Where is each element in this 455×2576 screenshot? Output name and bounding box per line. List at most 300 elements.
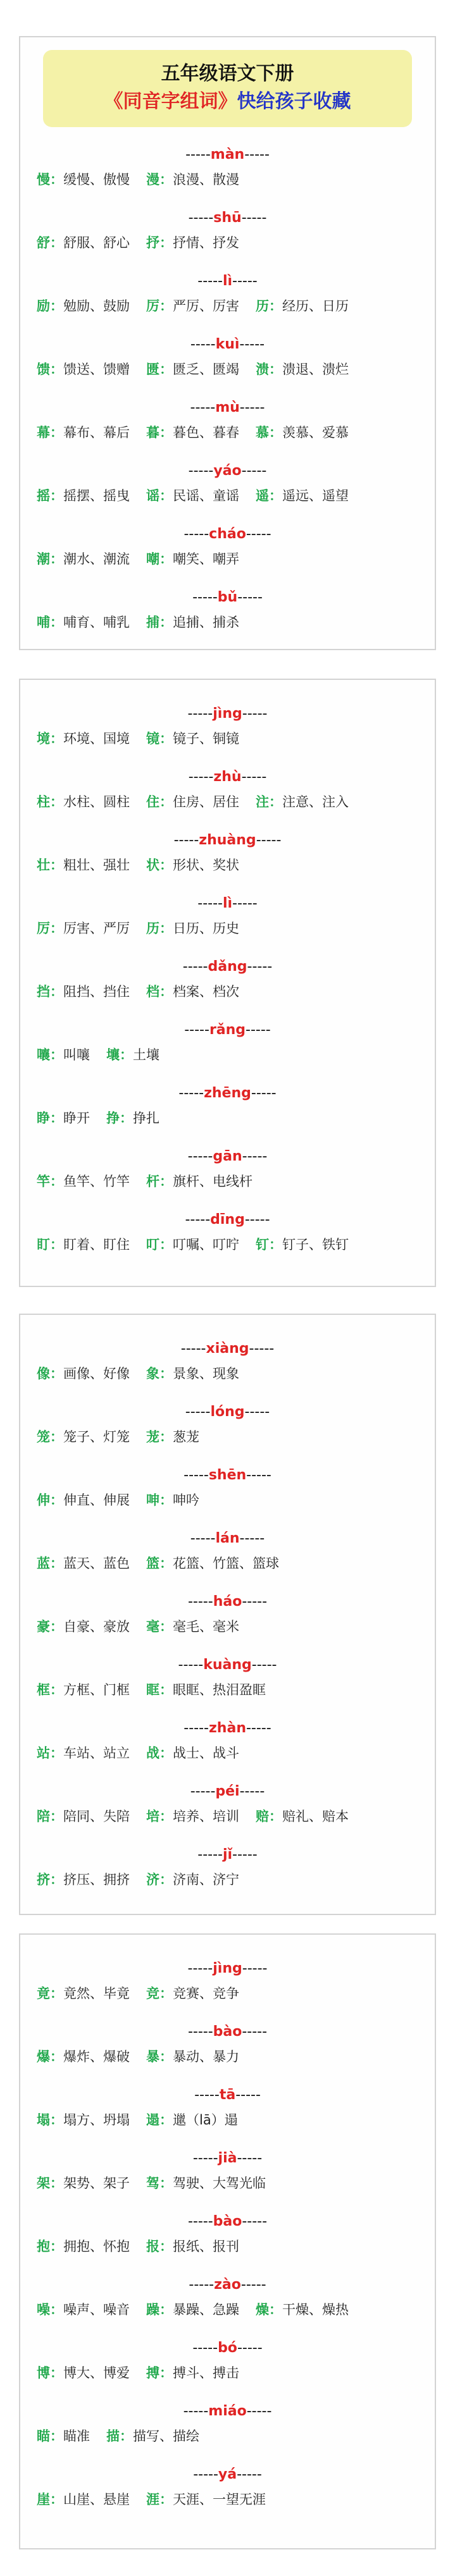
character: 蓝 — [37, 1556, 50, 1571]
page-subtitle — [43, 88, 412, 116]
word-row — [37, 1742, 418, 1764]
character: 暮 — [146, 425, 159, 440]
pinyin-heading — [37, 2275, 418, 2295]
word-list: 拥抱、怀抱 — [63, 2239, 130, 2254]
word-list: 土壤 — [133, 1047, 159, 1063]
pinyin-heading — [37, 894, 418, 914]
character: 毫 — [146, 1619, 159, 1634]
colon-separator: ： — [159, 858, 173, 873]
colon-separator: ： — [50, 2176, 63, 2191]
dash-decoration: ----- — [187, 2214, 213, 2229]
word-card-2 — [19, 679, 436, 1287]
dash-decoration: ----- — [193, 2467, 218, 2482]
colon-separator: ： — [269, 1809, 282, 1824]
colon-separator: ： — [50, 425, 63, 440]
word-row — [37, 2046, 418, 2068]
word-entry — [37, 2489, 130, 2510]
colon-separator: ： — [50, 2365, 63, 2381]
word-entry — [256, 2299, 349, 2320]
word-list: 干燥、燥热 — [282, 2302, 349, 2317]
word-row — [37, 548, 418, 570]
word-list: 陪同、失陪 — [63, 1809, 130, 1824]
character: 捕 — [146, 615, 159, 630]
word-entry — [37, 1234, 130, 1255]
pinyin-heading — [37, 2085, 418, 2105]
dash-decoration: ----- — [239, 400, 265, 416]
word-entry — [146, 728, 239, 749]
word-entry — [37, 1107, 90, 1129]
pinyin-heading — [37, 398, 418, 418]
colon-separator: ： — [50, 1237, 63, 1252]
colon-separator: ： — [120, 1047, 133, 1063]
word-entry — [37, 295, 130, 317]
pinyin-text: dīng — [210, 1212, 245, 1228]
dash-decoration: ----- — [242, 2214, 268, 2229]
word-list: 追捕、捕杀 — [173, 615, 239, 630]
word-list: 塌方、坍塌 — [63, 2112, 130, 2128]
word-list: 形状、奖状 — [173, 858, 239, 873]
homophone-group — [37, 957, 418, 1002]
homophone-group — [37, 1020, 418, 1066]
word-entry — [37, 359, 130, 380]
character: 档 — [146, 984, 159, 999]
word-entry — [146, 485, 239, 507]
homophone-group — [37, 2212, 418, 2257]
word-list: 盯着、盯住 — [63, 1237, 130, 1252]
character: 嚷 — [37, 1047, 50, 1063]
colon-separator: ： — [50, 794, 63, 810]
colon-separator: ： — [159, 2112, 173, 2128]
pinyin-heading — [37, 1959, 418, 1979]
dash-decoration: ----- — [197, 273, 223, 289]
colon-separator: ： — [269, 362, 282, 377]
word-row — [37, 1044, 418, 1066]
pinyin-text: màn — [210, 147, 245, 163]
word-entry — [37, 2046, 130, 2068]
pinyin-heading — [37, 1083, 418, 1104]
colon-separator: ： — [50, 1872, 63, 1887]
character: 盯 — [37, 1237, 50, 1252]
word-list: 葱茏 — [173, 1429, 199, 1445]
homophone-group — [37, 1845, 418, 1890]
word-row — [37, 2172, 418, 2194]
dash-decoration: ----- — [241, 463, 267, 479]
pinyin-text: bǔ — [217, 589, 238, 605]
pinyin-text: zhàn — [209, 1720, 246, 1736]
homophone-group — [37, 1083, 418, 1129]
word-entry — [37, 981, 130, 1002]
character: 爆 — [37, 2049, 50, 2064]
character: 哺 — [37, 615, 50, 630]
colon-separator: ： — [50, 984, 63, 999]
dash-decoration: ----- — [197, 1847, 223, 1863]
word-list: 经历、日历 — [282, 299, 349, 314]
pinyin-heading — [37, 1845, 418, 1865]
pinyin-heading — [37, 1465, 418, 1486]
word-entry — [37, 169, 130, 190]
character: 培 — [146, 1809, 159, 1824]
dash-decoration: ----- — [182, 959, 208, 975]
pinyin-text: lì — [222, 273, 233, 289]
word-list: 培养、培训 — [173, 1809, 239, 1824]
word-entry — [146, 2172, 266, 2194]
word-entry — [37, 1742, 130, 1764]
pinyin-heading — [37, 1210, 418, 1230]
word-entry — [146, 1426, 199, 1448]
pinyin-heading — [37, 524, 418, 545]
character: 涯 — [146, 2492, 159, 2507]
colon-separator: ： — [50, 1556, 63, 1571]
colon-separator: ： — [50, 921, 63, 936]
dash-decoration: ----- — [239, 1531, 265, 1546]
word-entry — [256, 295, 349, 317]
dash-decoration: ----- — [187, 1149, 213, 1164]
word-list: 嘲笑、嘲弄 — [173, 552, 239, 567]
character: 眶 — [146, 1682, 159, 1698]
character: 笼 — [37, 1429, 50, 1445]
word-entry — [146, 169, 239, 190]
pinyin-text: jià — [218, 2150, 237, 2166]
word-entry — [146, 295, 239, 317]
colon-separator: ： — [159, 731, 173, 746]
word-list: 缓慢、傲慢 — [63, 172, 130, 187]
title-banner — [43, 50, 412, 127]
word-list: 哺育、哺乳 — [63, 615, 130, 630]
word-card-4 — [19, 1933, 436, 2549]
pinyin-text: bào — [213, 2214, 242, 2229]
word-list: 济南、济宁 — [173, 1872, 239, 1887]
word-row — [37, 422, 418, 443]
character: 睁 — [37, 1111, 50, 1126]
word-entry — [37, 1983, 130, 2004]
word-row — [37, 232, 418, 254]
character: 竟 — [37, 1986, 50, 2001]
dash-decoration: ----- — [184, 1720, 209, 1736]
pinyin-heading — [37, 2148, 418, 2169]
word-entry — [146, 2362, 239, 2384]
dash-decoration: ----- — [246, 1720, 271, 1736]
word-list: 幕布、幕后 — [63, 425, 130, 440]
colon-separator: ： — [50, 1429, 63, 1445]
dash-decoration: ----- — [190, 400, 216, 416]
character: 馈 — [37, 362, 50, 377]
word-list: 画像、好像 — [63, 1366, 130, 1381]
character: 挣 — [106, 1111, 120, 1126]
word-entry — [256, 1234, 349, 1255]
dash-decoration: ----- — [239, 1784, 265, 1799]
colon-separator: ： — [50, 1174, 63, 1189]
word-list: 自豪、豪放 — [63, 1619, 130, 1634]
dash-decoration: ----- — [242, 2024, 268, 2040]
word-entry — [37, 791, 130, 813]
word-list: 旗杆、电线杆 — [173, 1174, 252, 1189]
pinyin-heading — [37, 1402, 418, 1422]
colon-separator: ： — [159, 794, 173, 810]
word-entry — [256, 359, 349, 380]
word-entry — [146, 2236, 239, 2257]
word-entry — [37, 2109, 130, 2131]
pinyin-heading — [37, 1592, 418, 1612]
dash-decoration: ----- — [178, 1657, 204, 1673]
pinyin-text: lán — [215, 1531, 240, 1546]
word-row — [37, 2362, 418, 2384]
character: 躁 — [146, 2302, 159, 2317]
word-list: 挤压、拥挤 — [63, 1872, 130, 1887]
colon-separator: ： — [50, 2049, 63, 2064]
homophone-group — [37, 2401, 418, 2447]
word-entry — [37, 1553, 130, 1574]
word-list: 环境、国境 — [63, 731, 130, 746]
pinyin-text: zào — [214, 2277, 241, 2293]
pinyin-text: zhuàng — [199, 832, 256, 848]
character: 像 — [37, 1366, 50, 1381]
dash-decoration: ----- — [244, 147, 270, 163]
dash-decoration: ----- — [237, 2150, 263, 2166]
dash-decoration: ----- — [232, 896, 258, 911]
word-entry — [256, 422, 349, 443]
character: 框 — [37, 1682, 50, 1698]
homophone-group — [37, 1465, 418, 1511]
dash-decoration: ----- — [237, 589, 263, 605]
colon-separator: ： — [269, 794, 282, 810]
colon-separator: ： — [50, 731, 63, 746]
word-entry — [146, 1171, 252, 1192]
character: 赔 — [256, 1809, 269, 1824]
homophone-group — [37, 2275, 418, 2320]
word-entry — [146, 1742, 239, 1764]
character: 陪 — [37, 1809, 50, 1824]
dash-decoration: ----- — [247, 959, 273, 975]
colon-separator: ： — [159, 2365, 173, 2381]
character: 报 — [146, 2239, 159, 2254]
word-list: 竞赛、竞争 — [173, 1986, 239, 2001]
word-entry — [146, 359, 239, 380]
word-list: 瞄准 — [63, 2429, 90, 2444]
dash-decoration: ----- — [184, 1467, 209, 1483]
colon-separator: ： — [159, 1619, 173, 1634]
colon-separator: ： — [159, 615, 173, 630]
pinyin-text: lì — [222, 896, 233, 911]
dash-decoration: ----- — [256, 832, 282, 848]
word-list: 厉害、严厉 — [63, 921, 130, 936]
dash-decoration: ----- — [190, 1784, 216, 1799]
pinyin-text: rǎng — [209, 1022, 246, 1038]
dash-decoration: ----- — [189, 2277, 215, 2293]
pinyin-text: jìng — [213, 706, 242, 722]
character: 境 — [37, 731, 50, 746]
word-row — [37, 918, 418, 939]
colon-separator: ： — [159, 984, 173, 999]
character: 抒 — [146, 235, 159, 250]
dash-decoration: ----- — [232, 1847, 258, 1863]
pinyin-text: háo — [213, 1594, 242, 1610]
colon-separator: ： — [50, 2239, 63, 2254]
word-entry — [146, 612, 239, 633]
word-entry — [146, 1679, 266, 1701]
word-list: 笼子、灯笼 — [63, 1429, 130, 1445]
word-list: 搏斗、搏击 — [173, 2365, 239, 2381]
character: 舒 — [37, 235, 50, 250]
word-row — [37, 1983, 418, 2004]
pinyin-heading — [37, 1147, 418, 1167]
pinyin-heading — [37, 1655, 418, 1675]
word-list: 水柱、圆柱 — [63, 794, 130, 810]
character: 杆 — [146, 1174, 159, 1189]
colon-separator: ： — [159, 2302, 173, 2317]
homophone-group — [37, 145, 418, 190]
pinyin-heading — [37, 1020, 418, 1040]
character: 象 — [146, 1366, 159, 1381]
word-row — [37, 485, 418, 507]
pinyin-text: zhù — [213, 769, 242, 785]
word-entry — [37, 485, 130, 507]
colon-separator: ： — [159, 235, 173, 250]
dash-decoration: ----- — [192, 2340, 218, 2356]
pinyin-heading — [37, 704, 418, 724]
pinyin-heading — [37, 2338, 418, 2358]
dash-decoration: ----- — [246, 526, 271, 542]
word-entry — [146, 1983, 239, 2004]
word-entry — [37, 1489, 130, 1511]
character: 遥 — [256, 488, 269, 503]
character: 塌 — [37, 2112, 50, 2128]
character: 站 — [37, 1746, 50, 1761]
pinyin-heading — [37, 1718, 418, 1739]
colon-separator: ： — [159, 552, 173, 567]
dash-decoration: ----- — [242, 1961, 268, 1976]
homophone-group — [37, 588, 418, 633]
pinyin-text: miáo — [208, 2403, 247, 2419]
character: 描 — [106, 2429, 120, 2444]
word-entry — [146, 1806, 239, 1827]
word-row — [37, 359, 418, 380]
word-list: 遥远、遥望 — [282, 488, 349, 503]
colon-separator: ： — [50, 1047, 63, 1063]
word-list: 阻挡、挡住 — [63, 984, 130, 999]
dash-decoration: ----- — [180, 1341, 206, 1357]
homophone-group — [37, 767, 418, 813]
word-list: 暴躁、急躁 — [173, 2302, 239, 2317]
pinyin-text: lóng — [210, 1404, 245, 1420]
word-entry — [37, 548, 130, 570]
character: 摇 — [37, 488, 50, 503]
colon-separator: ： — [159, 1429, 173, 1445]
pinyin-text: jìng — [213, 1961, 242, 1976]
word-row — [37, 1616, 418, 1637]
dash-decoration: ----- — [241, 210, 267, 226]
pinyin-text: kuì — [215, 336, 240, 352]
dash-decoration: ----- — [185, 1404, 211, 1420]
pinyin-text: shēn — [208, 1467, 247, 1483]
character: 潮 — [37, 552, 50, 567]
colon-separator: ： — [159, 921, 173, 936]
character: 战 — [146, 1746, 159, 1761]
word-row — [37, 2236, 418, 2257]
word-list: 勉励、鼓励 — [63, 299, 130, 314]
character: 厉 — [37, 921, 50, 936]
word-card-1 — [19, 36, 436, 650]
pinyin-heading — [37, 335, 418, 355]
word-entry — [37, 422, 130, 443]
word-list: 赔礼、赔本 — [282, 1809, 349, 1824]
character: 厉 — [146, 299, 159, 314]
homophone-group — [37, 2338, 418, 2384]
dash-decoration: ----- — [185, 147, 211, 163]
colon-separator: ： — [269, 299, 282, 314]
word-list: 毫毛、毫米 — [173, 1619, 239, 1634]
pinyin-heading — [37, 767, 418, 787]
word-entry — [146, 1363, 239, 1384]
word-list: 景象、现象 — [173, 1366, 239, 1381]
colon-separator: ： — [159, 425, 173, 440]
pinyin-heading — [37, 1529, 418, 1549]
word-list: 邋（lā）遢 — [173, 2112, 238, 2128]
character: 状 — [146, 858, 159, 873]
word-list: 伸直、伸展 — [63, 1493, 130, 1508]
word-list: 山崖、悬崖 — [63, 2492, 130, 2507]
word-list: 眼眶、热泪盈眶 — [173, 1682, 266, 1698]
word-entry — [37, 612, 130, 633]
word-list: 噪声、噪音 — [63, 2302, 130, 2317]
word-list: 呻吟 — [173, 1493, 199, 1508]
word-row — [37, 728, 418, 749]
colon-separator: ： — [269, 488, 282, 503]
word-entry — [146, 1616, 239, 1637]
word-entry — [37, 918, 130, 939]
colon-separator: ： — [50, 1111, 63, 1126]
homophone-group — [37, 1592, 418, 1637]
pinyin-text: jǐ — [222, 1847, 233, 1863]
colon-separator: ： — [159, 488, 173, 503]
pinyin-heading — [37, 2401, 418, 2422]
colon-separator: ： — [159, 1746, 173, 1761]
word-entry — [256, 791, 349, 813]
word-list: 馈送、馈赠 — [63, 362, 130, 377]
word-list: 抒情、抒发 — [173, 235, 239, 250]
word-entry — [37, 1044, 90, 1066]
dash-decoration: ----- — [239, 336, 265, 352]
dash-decoration: ----- — [244, 1404, 270, 1420]
homophone-group — [37, 2148, 418, 2194]
pinyin-text: shū — [213, 210, 242, 226]
colon-separator: ： — [50, 1619, 63, 1634]
character: 幕 — [37, 425, 50, 440]
colon-separator: ： — [50, 1986, 63, 2001]
colon-separator: ： — [50, 1682, 63, 1698]
homophone-group — [37, 1147, 418, 1192]
pinyin-text: gān — [213, 1149, 242, 1164]
dash-decoration: ----- — [251, 1657, 277, 1673]
pinyin-text: yá — [218, 2467, 237, 2482]
pinyin-text: mù — [215, 400, 240, 416]
word-list: 架势、架子 — [63, 2176, 130, 2191]
dash-decoration: ----- — [241, 769, 267, 785]
word-entry — [37, 2236, 130, 2257]
pinyin-heading — [37, 1782, 418, 1802]
word-row — [37, 1363, 418, 1384]
word-list: 蓝天、蓝色 — [63, 1556, 130, 1571]
dash-decoration: ----- — [242, 706, 268, 722]
colon-separator: ： — [50, 2492, 63, 2507]
word-entry — [37, 1869, 130, 1890]
colon-separator: ： — [269, 1237, 282, 1252]
pinyin-text: kuàng — [203, 1657, 252, 1673]
dash-decoration: ----- — [197, 896, 223, 911]
word-entry — [146, 548, 239, 570]
character: 嘲 — [146, 552, 159, 567]
word-list: 战士、战斗 — [173, 1746, 239, 1761]
dash-decoration: ----- — [237, 2340, 263, 2356]
